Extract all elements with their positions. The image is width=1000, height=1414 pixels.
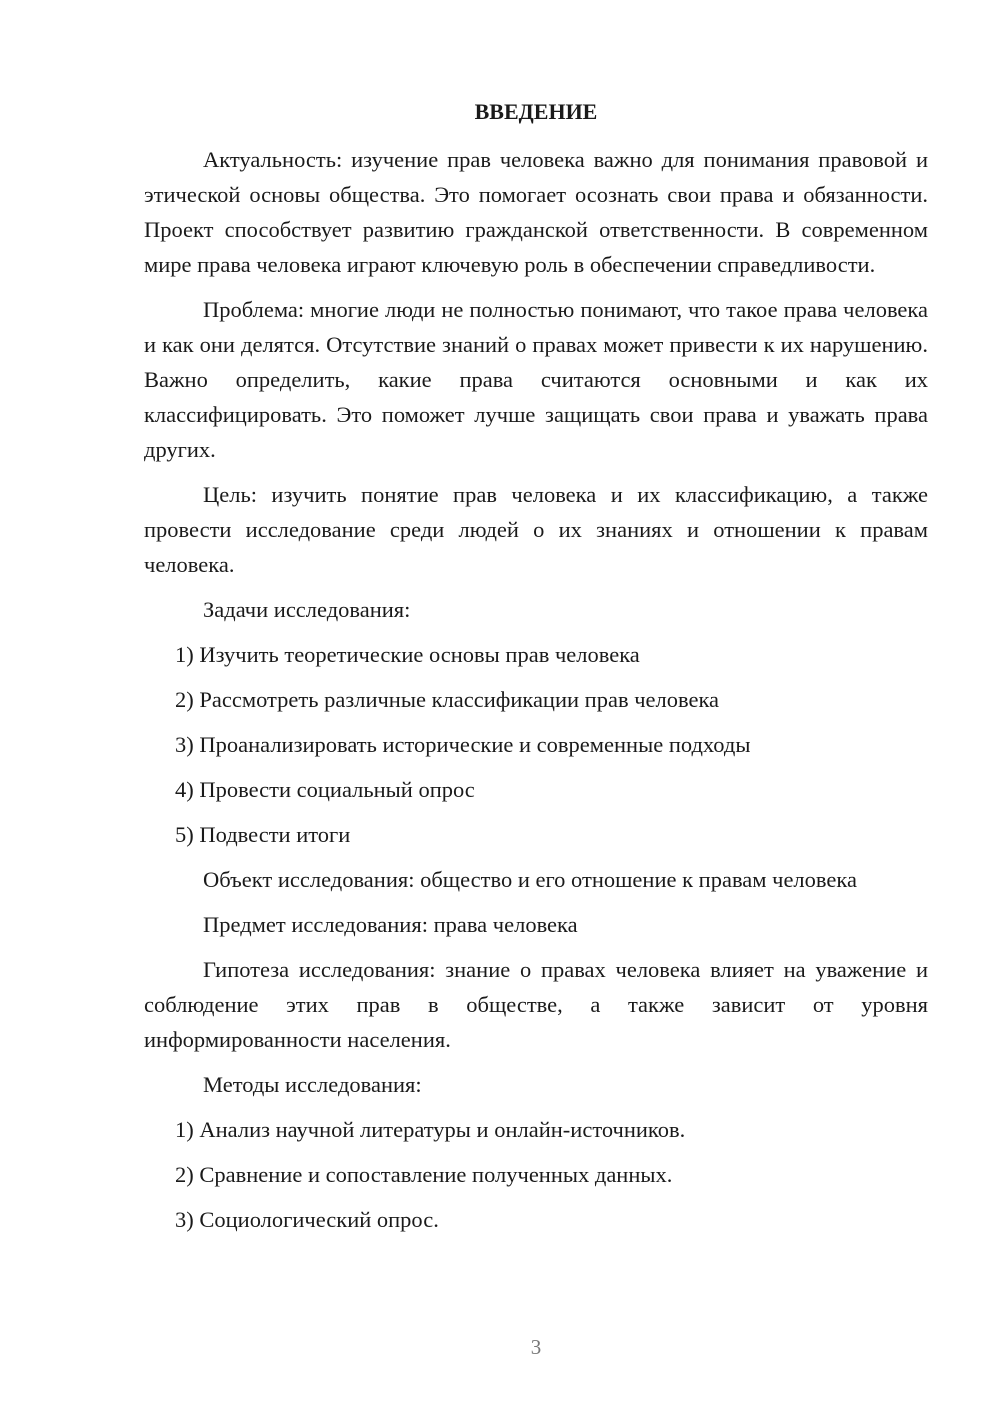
- methods-heading: Методы исследования:: [203, 1072, 422, 1097]
- section-title: ВВЕДЕНИЕ: [474, 99, 598, 124]
- list-item: 3) Социологический опрос.: [175, 1207, 439, 1232]
- list-item: 4) Провести социальный опрос: [175, 777, 475, 802]
- relevance-paragraph: Актуальность: изучение прав человека важно для понимания правовой и этической основы общества. Это помогает осознать свои права и обязанности. Проект способствует развитию гражданской ответственности. В современном мире права человека играют ключевую роль в обеспечении справедливости.: [144, 147, 928, 277]
- tasks-heading: Задачи исследования:: [203, 597, 411, 622]
- subject-line: Предмет исследования: права человека: [203, 912, 578, 937]
- list-item: 5) Подвести итоги: [175, 822, 351, 847]
- tasks-list: [144, 637, 928, 852]
- object-line: Объект исследования: общество и его отношение к правам человека: [203, 867, 857, 892]
- page-number: 3: [530, 1335, 542, 1359]
- hypothesis-paragraph: Гипотеза исследования: знание о правах человека влияет на уважение и соблюдение этих прав в обществе, а также зависит от уровня информированности населения.: [144, 957, 928, 1052]
- list-item: 3) Проанализировать исторические и современные подходы: [175, 732, 751, 757]
- methods-list: [144, 1112, 928, 1237]
- problem-paragraph: Проблема: многие люди не полностью понимают, что такое права человека и как они делятся. Отсутствие знаний о правах может привести к их нарушению. Важно определить, какие права считаются основными и как их классифицировать. Это поможет лучше защищать свои права и уважать права других.: [144, 297, 928, 462]
- page-content: [144, 94, 928, 1247]
- list-item: 2) Рассмотреть различные классификации прав человека: [175, 687, 720, 712]
- list-item: 1) Изучить теоретические основы прав человека: [175, 642, 640, 667]
- goal-paragraph: Цель: изучить понятие прав человека и их классификацию, а также провести исследование среди людей о их знаниях и отношении к правам человека.: [144, 482, 928, 577]
- list-item: 1) Анализ научной литературы и онлайн-источников.: [175, 1117, 686, 1142]
- list-item: 2) Сравнение и сопоставление полученных данных.: [175, 1162, 673, 1187]
